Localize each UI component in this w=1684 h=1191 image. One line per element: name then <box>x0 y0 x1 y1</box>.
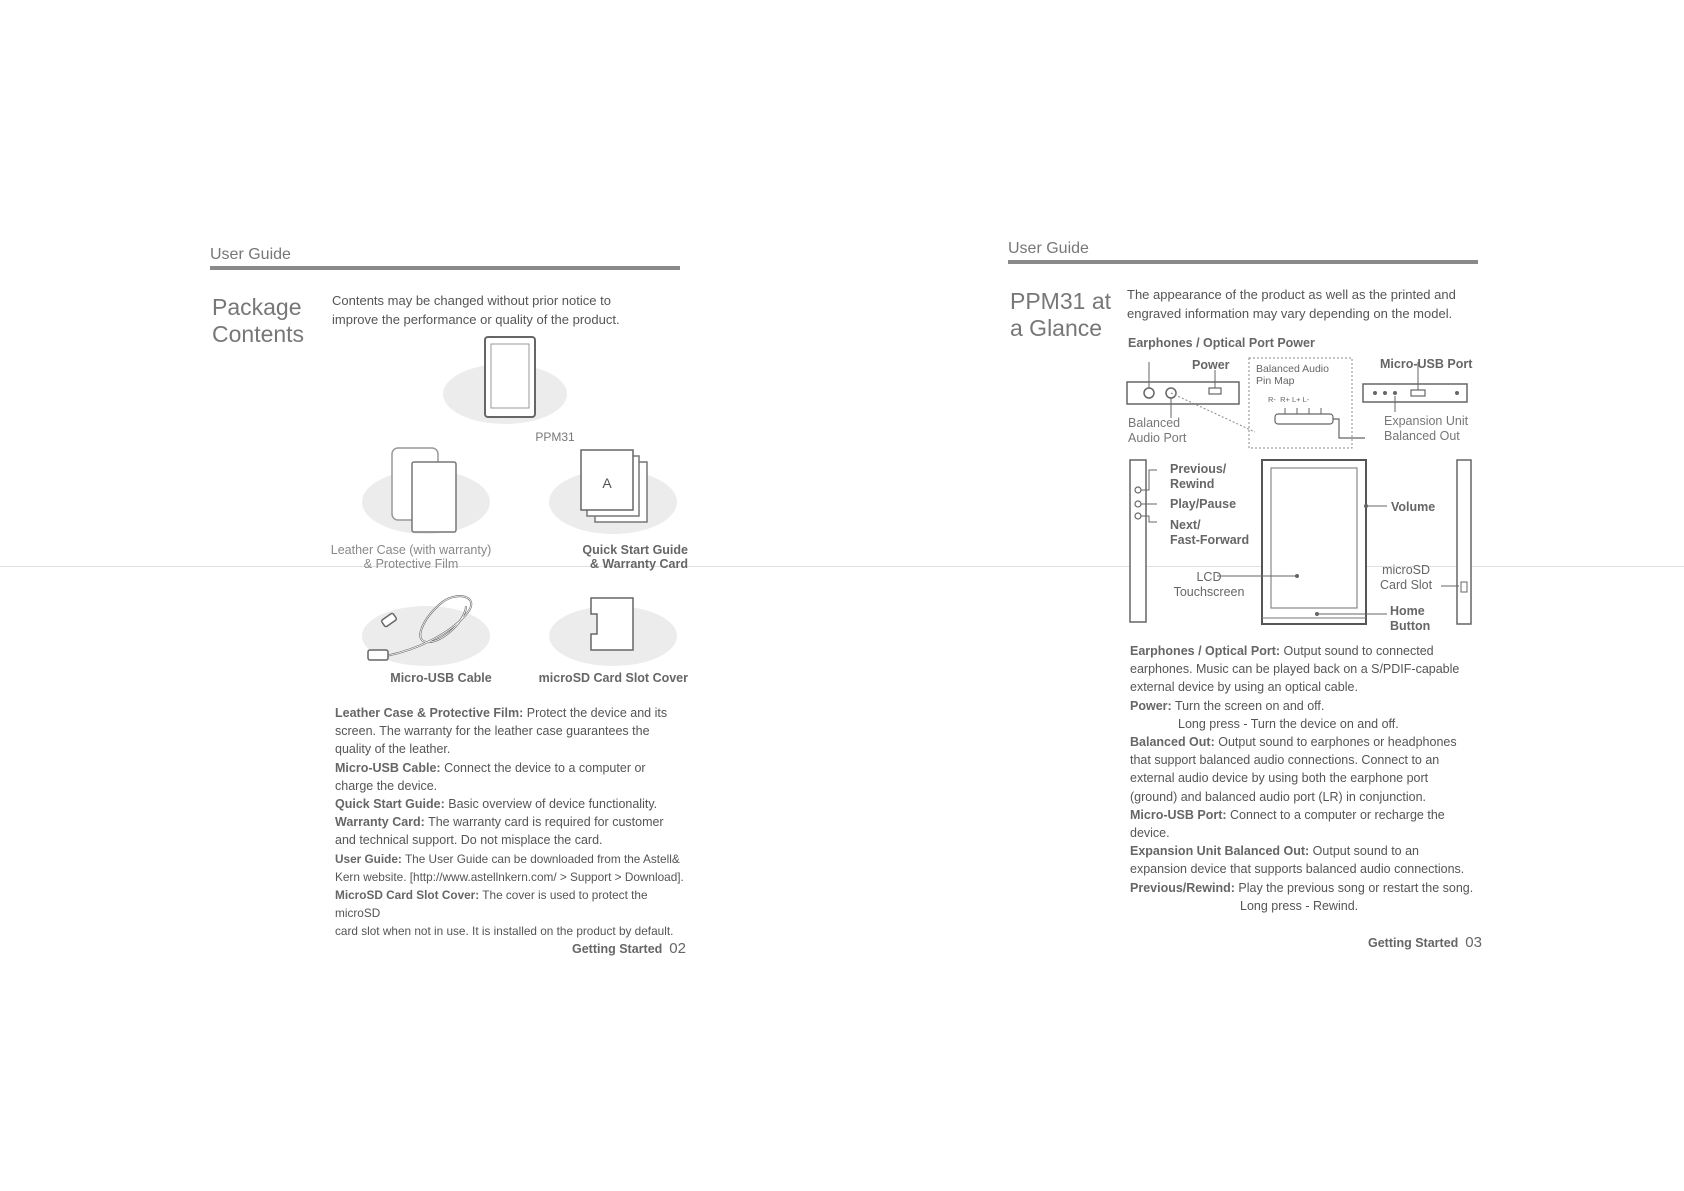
right-page-title: PPM31 at a Glance <box>1010 288 1111 341</box>
desc-micro-usb-port: Micro-USB Port: Connect to a computer or recharge the device. <box>1130 807 1445 841</box>
desc-micro-usb-cable: Micro-USB Cable: Connect the device to a computer or charge the device. <box>335 760 646 793</box>
desc-warranty-card: Warranty Card: The warranty card is required for customer and technical support. Do not misplace the card. <box>335 815 664 848</box>
leather-case-label: Leather Case (with warranty) & Protective Film <box>330 543 492 571</box>
next-fast-forward-label: Next/ Fast-Forward <box>1170 518 1250 547</box>
play-pause-label: Play/Pause <box>1170 497 1237 511</box>
previous-rewind-label: Previous/ Rewind <box>1170 462 1227 491</box>
left-header: User Guide <box>210 246 291 263</box>
desc-quick-start-guide: Quick Start Guide: Basic overview of device functionality. <box>335 797 658 812</box>
home-button-label: Home Button <box>1390 604 1431 633</box>
desc-earphones-optical: Earphones / Optical Port: Output sound to connected earphones. Music can be played back on a S/PDIF-capable external device by using an optical cable. <box>1130 644 1460 695</box>
right-intro: The appearance of the product as well as the printed and engraved information may vary depending on the model. <box>1127 287 1456 321</box>
pin-labels: R- R+ L+ L- <box>1268 395 1310 404</box>
guide-letter: A <box>602 475 612 491</box>
microsd-slot-cover-label: microSD Card Slot Cover <box>538 671 688 685</box>
left-page-title: Package Contents <box>212 294 305 347</box>
expansion-unit-label: Expansion Unit Balanced Out <box>1384 414 1469 443</box>
desc-balanced-out: Balanced Out: Output sound to earphones or headphones that support balanced audio connections. Connect to an external audio device by using both the earphone port (ground) and balanced audio port (LR) in conjunction. <box>1130 735 1457 804</box>
desc-leather-case: Leather Case & Protective Film: Protect the device and its screen. The warranty for the leather case guarantees the quality of the leather. <box>335 706 668 757</box>
microsd-card-slot-label: microSD Card Slot <box>1380 563 1433 592</box>
right-footer: Getting Started 03 <box>1368 934 1482 951</box>
desc-microsd-cover: MicroSD Card Slot Cover: The cover is used to protect the microSD card slot when not in use. It is installed on the product by default. <box>335 888 674 939</box>
power-label: Power <box>1192 358 1230 372</box>
desc-previous-rewind: Previous/Rewind: Play the previous song or restart the song. Long press - Rewind. <box>1130 880 1474 913</box>
right-descriptions <box>1130 642 1500 915</box>
quick-start-guide-illustration <box>543 446 683 546</box>
micro-usb-cable-label: Micro-USB Cable <box>390 671 492 685</box>
desc-power: Power: Turn the screen on and off. Long press - Turn the device on and off. <box>1130 698 1399 731</box>
earphones-optical-power-label: Earphones / Optical Port Power <box>1128 336 1315 350</box>
volume-label: Volume <box>1391 500 1436 514</box>
pin-map-title: Balanced Audio Pin Map <box>1256 363 1329 387</box>
left-footer: Getting Started 02 <box>572 940 686 957</box>
quick-start-guide-label: Quick Start Guide & Warranty Card <box>582 543 688 571</box>
desc-expansion-unit: Expansion Unit Balanced Out: Output sound to an expansion device that supports balanced audio connections. <box>1130 844 1465 877</box>
ppm31-label: PPM31 <box>535 430 575 444</box>
right-header-rule <box>1008 260 1478 264</box>
left-descriptions <box>335 704 695 941</box>
right-header: User Guide <box>1008 240 1089 257</box>
left-intro: Contents may be changed without prior notice to improve the performance or quality of the product. <box>332 293 620 327</box>
lcd-touchscreen-label: LCD Touchscreen <box>1173 570 1245 599</box>
microsd-slot-cover-illustration <box>543 584 683 674</box>
desc-user-guide: User Guide: The User Guide can be downloaded from the Astell& Kern website. [http://www.astellnkern.com/ > Support > Download]. <box>335 851 684 884</box>
micro-usb-cable-illustration <box>356 584 496 674</box>
leather-case-illustration <box>356 442 496 542</box>
micro-usb-port-label: Micro-USB Port <box>1380 357 1473 371</box>
ppm31-device-illustration <box>440 332 580 432</box>
balanced-audio-port-label: Balanced Audio Port <box>1128 416 1187 445</box>
left-header-rule <box>210 266 680 270</box>
